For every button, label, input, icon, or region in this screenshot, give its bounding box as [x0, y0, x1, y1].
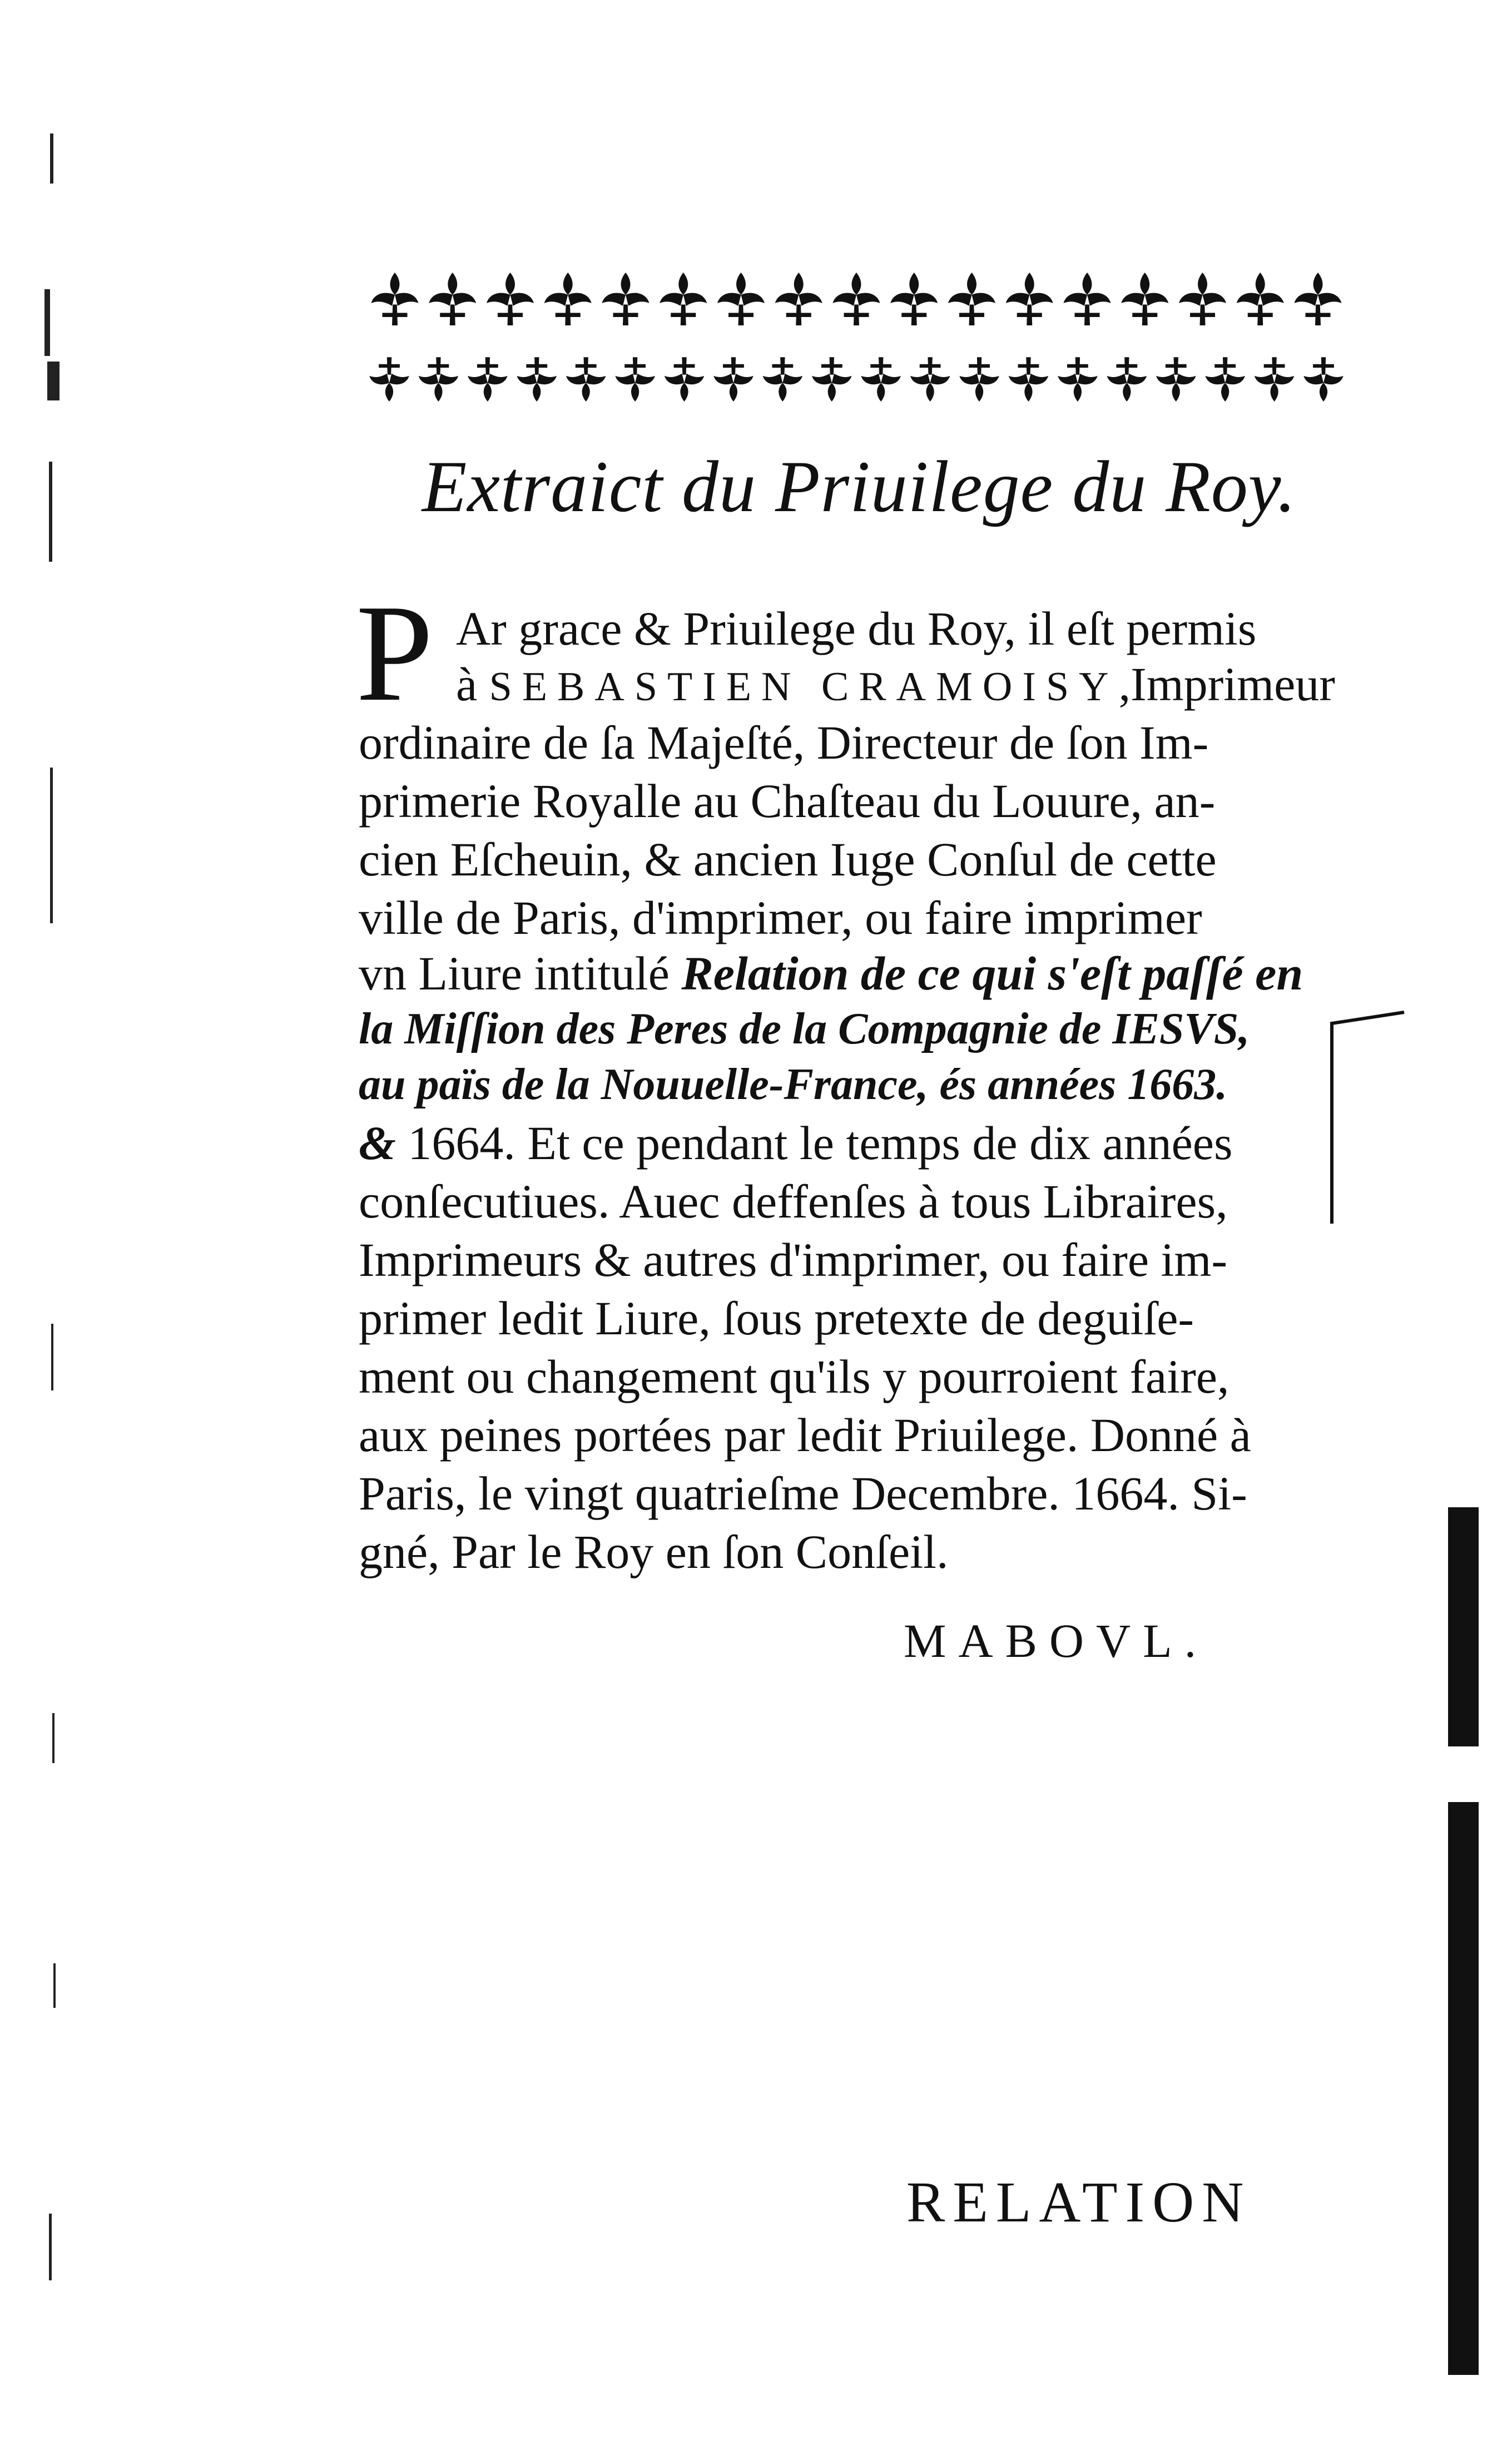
fleuron-icon	[1107, 357, 1147, 402]
book-title-run: la Miſſion des Peres de la Compagnie de IESVS,	[359, 1004, 1250, 1053]
text-line	[359, 890, 1202, 946]
fleuron-icon	[910, 357, 950, 402]
fleuron-icon	[665, 357, 704, 402]
text-line	[359, 1174, 1228, 1229]
fleuron-icon	[713, 357, 753, 402]
page-title: Extraict du Priuilege du Roy.	[422, 446, 1297, 527]
fleuron-icon	[833, 273, 880, 325]
fleuron-icon	[544, 273, 592, 325]
book-title-run: au païs de la Nouuelle-France, és années 1663.	[359, 1060, 1228, 1109]
fleuron-icon	[1237, 273, 1284, 325]
text-run: primerie Royalle au Chaſteau du Louure, an-	[359, 774, 1216, 828]
text-run: cien Eſcheuin, & ancien Iuge Conſul de cette	[359, 833, 1217, 886]
text-run: primer ledit Liure, ſous pretexte de deguiſe-	[359, 1291, 1194, 1345]
text-run: Ar grace & Priuilege du Roy, il eſt permis	[456, 602, 1257, 655]
fleuron-icon	[1156, 357, 1196, 402]
text-line	[359, 1466, 1247, 1521]
text-line	[359, 1232, 1227, 1288]
fleuron-icon	[1064, 273, 1111, 325]
fleuron-icon	[1006, 273, 1053, 325]
catchword: RELATION	[906, 2170, 1252, 2234]
fleuron-icon	[429, 273, 476, 325]
signature: MABOVL.	[904, 1614, 1209, 1667]
book-title-run: &	[359, 1116, 408, 1170]
fleuron-icon	[717, 273, 765, 325]
fleuron-icon	[602, 273, 650, 325]
text-run: Paris, le vingt quatrieſme Decembre. 1664. Si-	[359, 1467, 1247, 1520]
fleuron-icon	[615, 357, 655, 402]
text-run: gné, Par le Roy en ſon Conſeil.	[359, 1525, 949, 1578]
text-run: conſecutiues. Auec deffenſes à tous Libraires,	[359, 1175, 1228, 1228]
fleuron-icon	[371, 273, 419, 325]
fleuron-icon	[369, 357, 409, 402]
text-line	[359, 773, 1215, 829]
fleuron-icon	[959, 357, 999, 402]
fleuron-icon	[1009, 357, 1048, 402]
printer-name: SEBASTIEN CRAMOISY	[489, 664, 1119, 710]
text-line	[359, 1290, 1194, 1346]
bracket-mark-icon	[1310, 1001, 1410, 1235]
fleuron-icon	[517, 357, 557, 402]
fleuron-icon	[468, 357, 507, 402]
fleuron-icon	[660, 273, 707, 325]
fleuron-icon	[1179, 273, 1226, 325]
text-line	[359, 1524, 949, 1580]
fleuron-icon	[775, 273, 822, 325]
fleuron-icon	[1255, 357, 1294, 402]
text-run: ment ou changement qu'ils y pourroient faire,	[359, 1350, 1230, 1403]
text-run: Imprimeurs & autres d'imprimer, ou faire im-	[359, 1233, 1227, 1286]
fleuron-icon	[487, 273, 534, 325]
fleuron-icon	[1295, 273, 1342, 325]
text-line	[456, 656, 1335, 715]
text-run: ,Imprimeur	[1118, 657, 1335, 711]
fleuron-icon	[1205, 357, 1245, 402]
text-run: 1664. Et ce pendant le temps de dix années	[408, 1116, 1233, 1170]
text-line	[359, 1057, 1227, 1112]
fleuron-icon	[861, 357, 901, 402]
text-line	[456, 601, 1256, 656]
scan-edge-right-bar-lower	[1448, 1802, 1479, 2375]
text-line	[359, 1349, 1229, 1404]
text-line	[359, 946, 1303, 1001]
text-run: ville de Paris, d'imprimer, ou faire imprimer	[359, 891, 1202, 944]
text-run: ordinaire de ſa Majeſté, Directeur de ſon Im-	[359, 716, 1209, 769]
fleuron-icon	[1303, 357, 1343, 402]
fleuron-icon	[763, 357, 802, 402]
text-line	[359, 1115, 1232, 1171]
fleuron-icon	[812, 357, 851, 402]
scan-edge-left	[33, 100, 67, 2325]
text-run: vn Liure intitulé	[359, 947, 682, 1000]
text-line	[359, 1001, 1250, 1057]
fleuron-icon	[1121, 273, 1168, 325]
fleuron-icon	[948, 273, 995, 325]
fleuron-icon	[1058, 357, 1097, 402]
book-title-run: Relation de ce qui s'eſt paſſé en	[681, 947, 1303, 1000]
drop-cap: P	[356, 576, 434, 730]
text-line	[359, 715, 1208, 770]
text-run: à	[456, 657, 489, 711]
text-line	[359, 832, 1217, 887]
text-line	[359, 1407, 1251, 1463]
fleuron-band-icon	[367, 267, 1346, 417]
fleuron-icon	[566, 357, 606, 402]
fleuron-icon	[419, 357, 458, 402]
fleuron-icon	[890, 273, 938, 325]
text-run: aux peines portées par ledit Priuilege. Donné à	[359, 1408, 1251, 1462]
scan-edge-right-bar-upper	[1448, 1507, 1479, 1746]
